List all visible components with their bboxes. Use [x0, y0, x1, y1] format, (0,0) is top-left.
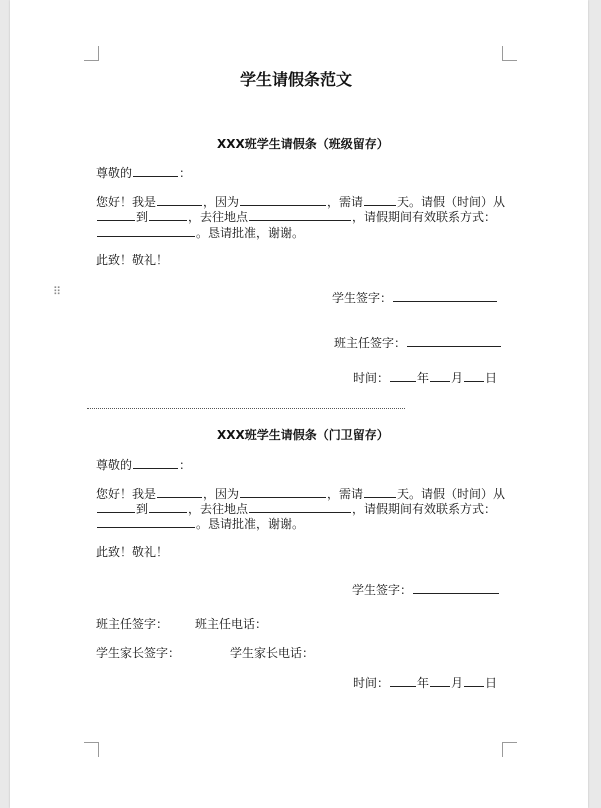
blank-field[interactable] — [413, 582, 499, 594]
section2-time: 时间： 年 月 日 — [353, 676, 498, 690]
blank-field[interactable] — [430, 675, 450, 687]
blank-field[interactable] — [407, 335, 501, 347]
blank-field[interactable] — [249, 501, 351, 513]
blank-field[interactable] — [364, 194, 396, 206]
blank-field[interactable] — [390, 370, 416, 382]
blank-field[interactable] — [240, 486, 326, 498]
blank-field[interactable] — [249, 209, 351, 221]
section1-para-line3: 。恳请批准，谢谢。 — [96, 225, 304, 241]
blank-field[interactable] — [149, 501, 187, 513]
section1-heading: XXX班学生请假条（班级留存） — [217, 137, 389, 151]
section1-salutation: 尊敬的 ： — [96, 166, 192, 180]
blank-field[interactable] — [464, 675, 484, 687]
document-page — [10, 0, 588, 808]
section1-para-line1: 您好！我是 ，因为 ，需请 天。请假（时间）从 — [96, 195, 506, 209]
section2-para-line1: 您好！我是 ，因为 ，需请 天。请假（时间）从 — [96, 487, 506, 501]
section2-parent-sign: 学生家长签字： — [96, 646, 181, 660]
blank-field[interactable] — [97, 501, 135, 513]
blank-field[interactable] — [97, 516, 195, 528]
section2-closing: 此致！敬礼！ — [96, 545, 169, 559]
section1-closing: 此致！敬礼！ — [96, 253, 169, 267]
section1-para-line2: 到 ，去往地点 ，请假期间有效联系方式： — [96, 209, 496, 225]
margin-corner-top-left — [84, 46, 99, 61]
margin-corner-bottom-right — [502, 742, 517, 757]
blank-field[interactable] — [364, 486, 396, 498]
document-title: 学生请假条范文 — [240, 70, 353, 89]
blank-field[interactable] — [97, 225, 195, 237]
blank-field[interactable] — [133, 457, 178, 469]
blank-field[interactable] — [157, 486, 202, 498]
section2-teacher-sign: 班主任签字： — [96, 617, 169, 631]
blank-field[interactable] — [393, 290, 497, 302]
section2-parent-phone: 学生家长电话： — [230, 646, 315, 660]
blank-field[interactable] — [133, 165, 178, 177]
drag-handle-icon[interactable]: ⠿ — [53, 285, 63, 298]
section2-para-line2: 到 ，去往地点 ，请假期间有效联系方式： — [96, 501, 496, 517]
blank-field[interactable] — [464, 370, 484, 382]
section2-student-sign: 学生签字： — [352, 582, 500, 598]
section2-teacher-phone: 班主任电话： — [195, 617, 268, 631]
margin-corner-top-right — [502, 46, 517, 61]
margin-corner-bottom-left — [84, 742, 99, 757]
blank-field[interactable] — [157, 194, 202, 206]
blank-field[interactable] — [97, 209, 135, 221]
cut-line-divider — [87, 408, 405, 409]
blank-field[interactable] — [430, 370, 450, 382]
blank-field[interactable] — [149, 209, 187, 221]
blank-field[interactable] — [390, 675, 416, 687]
section1-teacher-sign: 班主任签字： — [334, 335, 502, 351]
section2-heading: XXX班学生请假条（门卫留存） — [217, 428, 389, 442]
section2-para-line3: 。恳请批准，谢谢。 — [96, 516, 304, 532]
blank-field[interactable] — [240, 194, 326, 206]
section2-salutation: 尊敬的 ： — [96, 458, 192, 472]
section1-time: 时间： 年 月 日 — [353, 371, 498, 385]
section1-student-sign: 学生签字： — [332, 290, 498, 306]
